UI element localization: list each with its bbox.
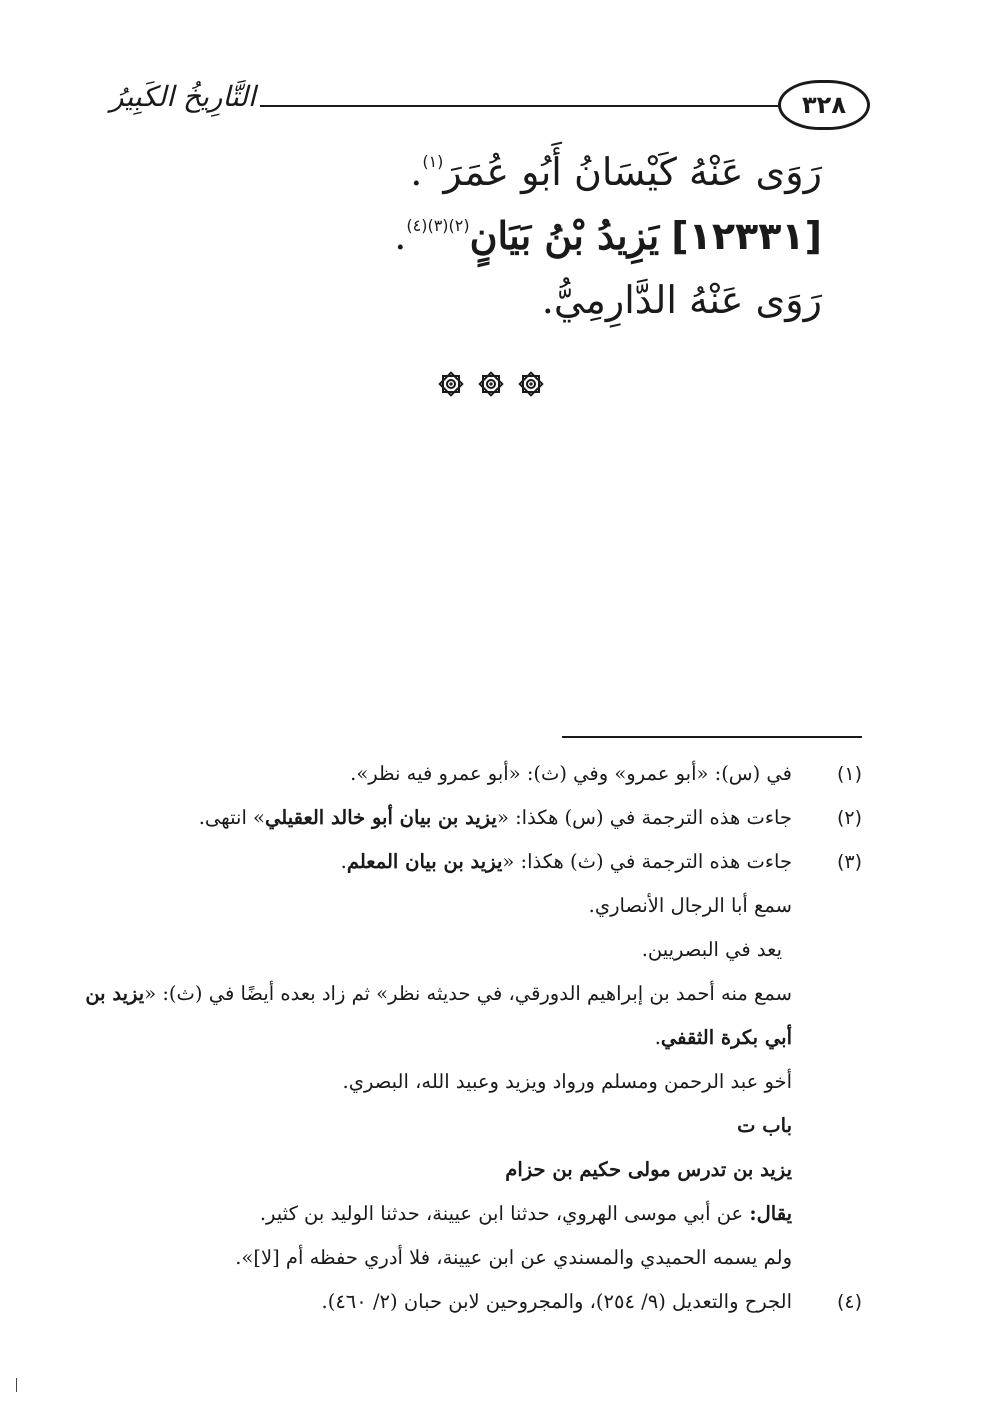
footnote-text-part: سمع منه أحمد بن إبراهيم الدورقي، في حديثه نظر» ثم زاد بعده أيضًا في (ث): « (144, 982, 792, 1005)
footnote-line: يعد في البصريين. (641, 938, 782, 961)
footnote-bold-label: يقال: (749, 1202, 792, 1225)
ornament-icon (477, 370, 505, 398)
footnote-ref[interactable]: (١) (422, 152, 444, 171)
footnote-line (102, 1016, 862, 1060)
footnote-number: (٣) (836, 851, 862, 873)
entry-name: يَزِيدُ بْنُ بَيَانٍ (469, 213, 660, 258)
footnote-refs[interactable]: (٢)(٣)(٤) (406, 216, 470, 235)
footnote-line (85, 972, 792, 1016)
footnote-text-part: » انتهى. (198, 806, 265, 829)
footnote-line (102, 1192, 792, 1236)
footnote-number: (٢) (836, 807, 862, 829)
line-end: . (410, 150, 423, 194)
line-end: . (394, 214, 407, 258)
footnote-text-part: جاءت هذه الترجمة في (ث) هكذا: « (502, 850, 792, 873)
footnote-bold-name: يزيد بن بيان أبو خالد العقيلي (265, 806, 497, 829)
footnote-line: أخو عبد الرحمن ومسلم ورواد ويزيد وعبيد الله، البصري. (342, 1070, 792, 1093)
footnote-4 (102, 1280, 862, 1324)
footnote-chapter-heading: باب ت (737, 1114, 792, 1137)
narration-text: رَوَى عَنْهُ كَيْسَانُ أَبُو عُمَرَ (443, 150, 822, 194)
ornament-icon (517, 370, 545, 398)
footnote-text-part: جاءت هذه الترجمة في (س) هكذا: « (496, 806, 792, 829)
header-rule (260, 105, 780, 107)
footnote-line (102, 840, 792, 884)
section-ornaments (0, 370, 982, 398)
footnote-text-part: عن أبي موسى الهروي، حدثنا ابن عيينة، حدثنا الوليد بن كثير. (259, 1202, 750, 1225)
footnote-text-part: . (654, 1026, 661, 1049)
margin-mark (16, 1378, 17, 1392)
footnote-3 (85, 840, 862, 1280)
narration-line: رَوَى عَنْهُ الدَّارِمِيُّ. (541, 278, 822, 322)
footnote-text-part: . (340, 850, 347, 873)
ornament-icon (437, 370, 465, 398)
footnote-line: سمع أبا الرجال الأنصاري. (588, 894, 792, 917)
footnote-text (102, 796, 792, 840)
page-number: ٣٢٨ (778, 80, 870, 130)
footnote-2 (102, 796, 862, 840)
main-text (102, 140, 822, 332)
footnotes (85, 752, 862, 1324)
footnote-line: ولم يسمه الحميدي والمسندي عن ابن عيينة، فلا أدري حفظه أم [لا]». (235, 1246, 792, 1269)
footnote-number: (٤) (836, 1291, 862, 1313)
footnote-bold-name: يزيد بن (85, 982, 145, 1005)
footnote-entry-heading: يزيد بن تدرس مولى حكيم بن حزام (505, 1158, 792, 1181)
footnote-bold-name: يزيد بن بيان المعلم (346, 850, 503, 873)
footnote-number: (١) (836, 763, 862, 785)
page-header (110, 78, 870, 134)
entry-number: [١٢٣٣١] (671, 214, 822, 258)
entry-line (102, 204, 822, 268)
footnote-bold-name: أبي بكرة الثقفي (660, 1026, 792, 1049)
book-title: التَّارِيخُ الكَبِيرُ (110, 80, 256, 113)
narration-line (102, 140, 822, 204)
footnote-separator (562, 736, 862, 738)
footnote-text: في (س): «أبو عمرو» وفي (ث): «أبو عمرو فيه نظر». (350, 762, 792, 785)
footnote-1 (102, 752, 862, 796)
footnote-text: الجرح والتعديل (٩/ ٢٥٤)، والمجروحين لابن حبان (٢/ ٤٦٠). (321, 1290, 792, 1313)
